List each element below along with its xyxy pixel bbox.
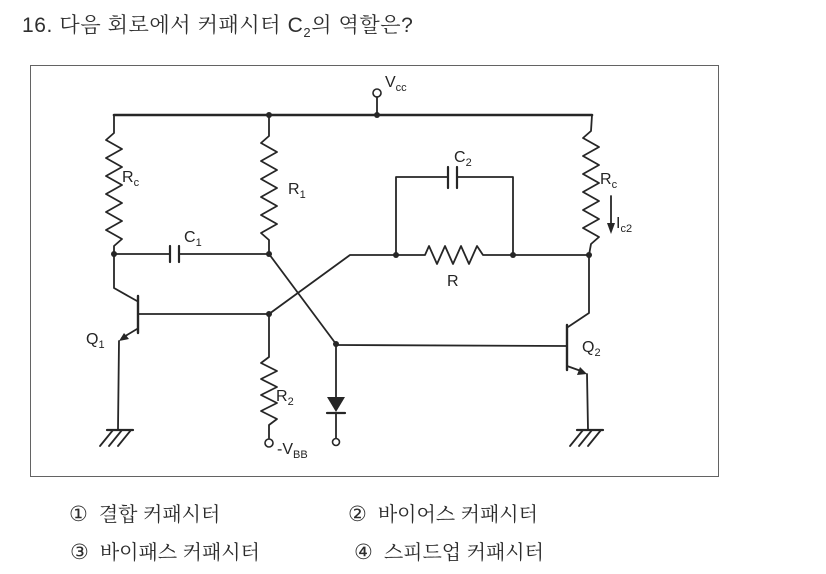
vbb-terminal [265, 439, 273, 447]
option-1 [69, 498, 220, 527]
junction-dot [586, 252, 592, 258]
trigger-terminal [333, 439, 340, 446]
junction-dot [374, 112, 380, 118]
capacitor-c2 [396, 167, 513, 255]
diode-triangle [327, 397, 345, 412]
junction-dot [333, 341, 339, 347]
resistor-r2 [261, 314, 277, 447]
label-r: R [447, 273, 459, 290]
resistor-r [396, 246, 513, 264]
ground-symbol-q1 [100, 430, 133, 446]
ic2-current-arrow [607, 196, 615, 234]
ground-symbol-q2 [570, 430, 603, 446]
label-q1: $Q_1$ [86, 331, 105, 351]
vcc-terminal [373, 89, 381, 114]
junction-dot [266, 112, 272, 118]
option-3-marker: ③ [70, 541, 89, 564]
junction-dot [393, 252, 399, 258]
option-4-label: 스피드업 커패시터 [383, 542, 544, 564]
circuit-frame [30, 65, 719, 477]
junction-dot [111, 251, 117, 257]
option-4-marker: ④ [354, 541, 373, 564]
label-ic2: $I_{c2}$ [616, 215, 633, 235]
option-2-marker: ② [348, 503, 367, 526]
junction-dot [266, 251, 272, 257]
resistor-rc-right [583, 115, 599, 255]
cross-coupling-wires [269, 254, 396, 344]
resistor-r1 [261, 115, 277, 254]
resistor-rc-left [106, 115, 122, 254]
question-title [22, 9, 413, 40]
label-r2: $R_2$ [276, 388, 294, 408]
option-1-label: 결합 커패시터 [98, 504, 221, 526]
option-3 [70, 536, 260, 565]
diode [327, 344, 345, 446]
option-3-label: 바이패스 커패시터 [99, 542, 260, 564]
question-text: 16. 다음 회로에서 커패시터 C [22, 14, 304, 37]
transistor-q2 [336, 255, 589, 429]
capacitor-c1 [114, 246, 269, 262]
question-text-after: 의 역할은? [311, 14, 414, 37]
label-vbb: $-V_{BB}$ [277, 441, 308, 461]
label-c2: $C_2$ [454, 149, 472, 169]
q2-emitter-arrow [577, 367, 587, 375]
circuit-diagram [31, 66, 718, 476]
transistor-q1 [114, 255, 269, 429]
option-2 [348, 498, 538, 527]
label-rc-right: $R_c$ [600, 171, 618, 191]
label-rc-left: $R_c$ [122, 169, 140, 189]
label-c1: $C_1$ [184, 229, 202, 249]
option-2-label: 바이어스 커패시터 [377, 504, 538, 526]
question-text-subscript: 2 [303, 25, 312, 41]
option-1-marker: ① [69, 503, 88, 526]
label-r1: $R_1$ [288, 181, 306, 201]
option-4 [354, 536, 544, 565]
junction-dot [510, 252, 516, 258]
label-vcc: $V_{cc}$ [385, 74, 407, 94]
label-q2: $Q_2$ [582, 339, 601, 359]
junction-dot [266, 311, 272, 317]
